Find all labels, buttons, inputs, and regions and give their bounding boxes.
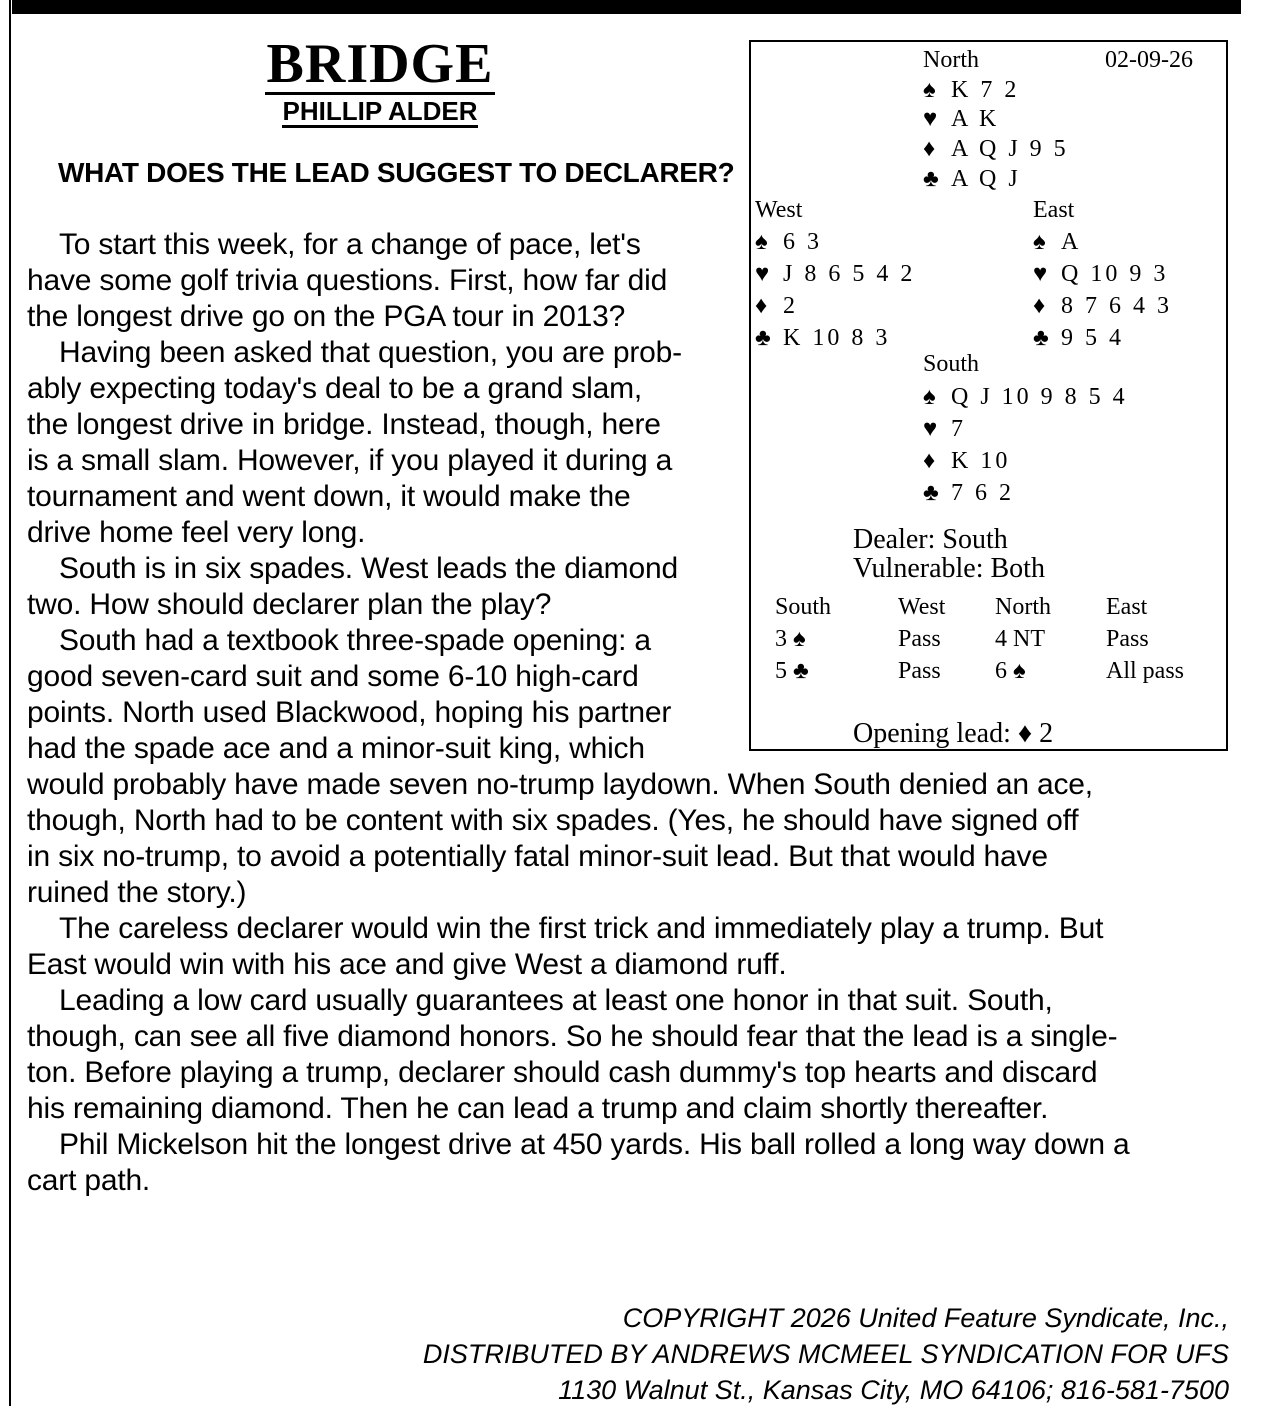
north-spades: ♠ K 7 2 bbox=[923, 77, 1020, 103]
east-diamonds: ♦ 8 7 6 4 3 bbox=[1033, 293, 1172, 319]
article-line: East would win with his ace and give West a diamond ruff. bbox=[27, 948, 787, 981]
article-line: had the spade ace and a minor-suit king, which bbox=[27, 732, 645, 765]
article-line: ruined the story.) bbox=[27, 876, 247, 909]
copyright-line: DISTRIBUTED BY ANDREWS MCMEEL SYNDICATION FOR UFS bbox=[422, 1339, 1229, 1369]
east-hearts: ♥ Q 10 9 3 bbox=[1033, 261, 1169, 287]
auction-header-north: North bbox=[995, 594, 1051, 620]
auction-bid: 3 ♠ bbox=[775, 626, 806, 652]
heart-icon: ♥ bbox=[1033, 261, 1048, 287]
copyright-line: COPYRIGHT 2026 United Feature Syndicate, Inc., bbox=[622, 1303, 1229, 1333]
article-line: ton. Before playing a trump, declarer should cash dummy's top hearts and discard bbox=[27, 1056, 1098, 1089]
dealer-info: Dealer: South bbox=[853, 524, 1008, 555]
heart-icon: ♥ bbox=[923, 106, 938, 132]
spade-icon: ♠ bbox=[923, 77, 936, 103]
heart-icon: ♥ bbox=[923, 416, 938, 442]
article-line: his remaining diamond. Then he can lead a trump and claim shortly thereafter. bbox=[27, 1092, 1049, 1125]
article-line: in six no-trump, to avoid a potentially fatal minor-suit lead. But that would have bbox=[27, 840, 1048, 873]
article-line: drive home feel very long. bbox=[27, 516, 366, 549]
article-line: the longest drive go on the PGA tour in 2013? bbox=[27, 300, 626, 333]
deal-date: 02-09-26 bbox=[1105, 47, 1193, 73]
article-line: points. North used Blackwood, hoping his partner bbox=[27, 696, 672, 729]
column-header bbox=[200, 33, 560, 128]
article-line: though, North had to be content with six spades. (Yes, he should have signed off bbox=[27, 804, 1079, 837]
east-spades: ♠ A bbox=[1033, 229, 1082, 255]
top-rule bbox=[12, 0, 1241, 14]
article-line: cart path. bbox=[27, 1164, 151, 1197]
east-label: East bbox=[1033, 197, 1075, 223]
article-line: The careless declarer would win the first trick and immediately play a trump. But bbox=[59, 912, 1104, 945]
diamond-icon: ♦ bbox=[923, 136, 936, 162]
north-label: North bbox=[923, 47, 979, 73]
club-icon: ♣ bbox=[923, 480, 939, 506]
article-line: the longest drive in bridge. Instead, though, here bbox=[27, 408, 661, 441]
copyright-line: 1130 Walnut St., Kansas City, MO 64106; 816-581-7500 bbox=[558, 1375, 1229, 1405]
north-hearts: ♥ A K bbox=[923, 106, 1000, 132]
west-diamonds: ♦ 2 bbox=[755, 293, 798, 319]
article-line: Phil Mickelson hit the longest drive at 450 yards. His ball rolled a long way down a bbox=[59, 1128, 1130, 1161]
article-line: ably expecting today's deal to be a grand slam, bbox=[27, 372, 643, 405]
heart-icon: ♥ bbox=[755, 261, 770, 287]
auction-bid: 4 NT bbox=[995, 626, 1045, 652]
article-line: good seven-card suit and some 6-10 high-card bbox=[27, 660, 639, 693]
article-line: To start this week, for a change of pace, let's bbox=[59, 228, 641, 261]
west-spades: ♠ 6 3 bbox=[755, 229, 822, 255]
auction-header-south: South bbox=[775, 594, 832, 620]
west-hearts: ♥ J 8 6 5 4 2 bbox=[755, 261, 916, 287]
east-clubs: ♣ 9 5 4 bbox=[1033, 325, 1124, 351]
column-title: BRIDGE bbox=[266, 33, 494, 95]
spade-icon: ♠ bbox=[923, 384, 936, 410]
auction-bid: 6 ♠ bbox=[995, 658, 1026, 684]
north-diamonds: ♦ A Q J 9 5 bbox=[923, 136, 1069, 162]
article-line: two. How should declarer plan the play? bbox=[27, 588, 552, 621]
auction-header-east: East bbox=[1106, 594, 1148, 620]
article-line: South is in six spades. West leads the diamond bbox=[59, 552, 678, 585]
north-clubs: ♣ A Q J bbox=[923, 166, 1021, 192]
south-hearts: ♥ 7 bbox=[923, 416, 966, 442]
column-author: PHILLIP ALDER bbox=[282, 96, 478, 126]
south-clubs: ♣ 7 6 2 bbox=[923, 480, 1014, 506]
article-line: is a small slam. However, if you played it during a bbox=[27, 444, 673, 477]
article-line: South had a textbook three-spade opening: a bbox=[59, 624, 651, 657]
opening-lead: Opening lead: ♦ 2 bbox=[853, 718, 1054, 749]
auction-bid: Pass bbox=[1106, 626, 1149, 652]
south-label: South bbox=[923, 351, 980, 377]
article-line: Having been asked that question, you are prob- bbox=[59, 336, 682, 369]
article-line: have some golf trivia questions. First, how far did bbox=[27, 264, 668, 297]
south-spades: ♠ Q J 10 9 8 5 4 bbox=[923, 384, 1128, 410]
club-icon: ♣ bbox=[1033, 325, 1049, 351]
auction-bid: Pass bbox=[898, 626, 941, 652]
article-line: Leading a low card usually guarantees at least one honor in that suit. South, bbox=[59, 984, 1053, 1017]
copyright-notice bbox=[423, 1300, 1229, 1408]
article-line: tournament and went down, it would make the bbox=[27, 480, 631, 513]
diamond-icon: ♦ bbox=[755, 293, 768, 319]
left-rule bbox=[9, 0, 11, 1406]
article-line: though, can see all five diamond honors. So he should fear that the lead is a single- bbox=[27, 1020, 1118, 1053]
article-line: would probably have made seven no-trump laydown. When South denied an ace, bbox=[27, 768, 1093, 801]
auction-bid: 5 ♣ bbox=[775, 658, 809, 684]
article-headline: WHAT DOES THE LEAD SUGGEST TO DECLARER? bbox=[58, 157, 735, 188]
auction-bid: Pass bbox=[898, 658, 941, 684]
bridge-deal-diagram bbox=[749, 40, 1228, 751]
club-icon: ♣ bbox=[923, 166, 939, 192]
auction-header-west: West bbox=[898, 594, 946, 620]
spade-icon: ♠ bbox=[1033, 229, 1046, 255]
spade-icon: ♠ bbox=[755, 229, 768, 255]
diamond-icon: ♦ bbox=[923, 448, 936, 474]
opening-lead-card: ♦ 2 bbox=[1017, 718, 1054, 749]
auction-bid: All pass bbox=[1106, 658, 1184, 684]
diamond-icon: ♦ bbox=[1033, 293, 1046, 319]
south-diamonds: ♦ K 10 bbox=[923, 448, 1011, 474]
vulnerability-info: Vulnerable: Both bbox=[853, 553, 1045, 584]
west-clubs: ♣ K 10 8 3 bbox=[755, 325, 891, 351]
club-icon: ♣ bbox=[755, 325, 771, 351]
west-label: West bbox=[755, 197, 803, 223]
